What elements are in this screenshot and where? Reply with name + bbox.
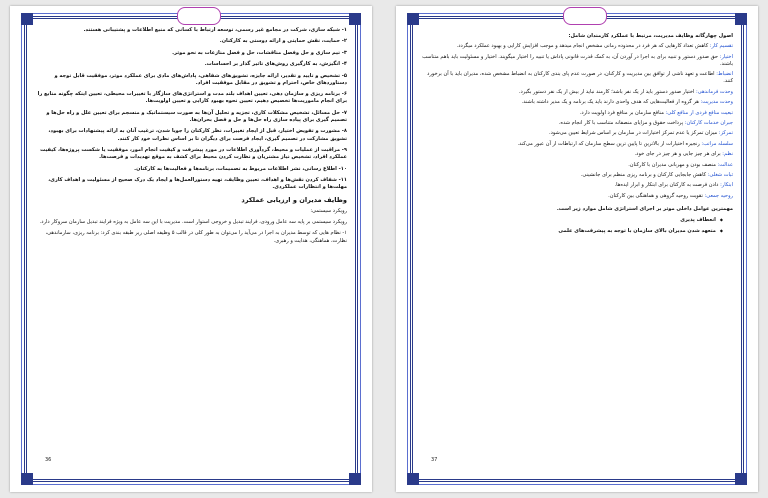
paragraph: ۵- تشخیص و تایید و تقدیر، ارائه جایزه، تشویق‌های شفاهی، پاداش‌های مادی برای عملکرد موثر، موفقیت قابل توجه و دستاوردهای خاص، احترام و تشویق در مقابل موفقیت افراد. (54, 72, 347, 86)
list-intro: اصول چهارگانه وظایف مدیریت، مرتبط با عملکرد کارمندان شامل: (568, 33, 733, 39)
list-item: نظم: برای هر چیز جایی و هر چیز در جای خود. (634, 151, 733, 158)
page-border-frame (24, 16, 358, 482)
list-item: تقسیم کار: کاهش تعداد کارهایی که هر فرد در محدوده زمانی مشخص انجام میدهد و موجب افزایش کارایی و بهبود عملکرد میگردد. (456, 43, 733, 50)
list-item: اختیار: حق صدور دستور و تنبیه برای به اجرا در آوردن آن، به کمک قدرت قانونی پاداش یا تنبیه را اختیار میگویند. اختیار و مسئولیت باید باهم متناسب باشند. (422, 53, 733, 67)
paragraph: ۱- شبکه سازی، شرکت در مجامع غیر رسمی، توسعه ارتباط با کسانی که منبع اطلاعات و پشتیبانی هستند. (83, 27, 347, 33)
border-ornament (407, 473, 419, 485)
list-item: جبران خدمات کارکنان: پرداخت حقوق و مزایای منصفانه متناسب با کار انجام شده. (558, 119, 733, 126)
paragraph: ۲- حمایت، نقش حمایتی و ارائه دوستی به کارکنان. (219, 38, 347, 45)
list-item: وحدت مدیریت: هر گروه از فعالیت‌هایی که هدف واحدی دارند باید یک برنامه و یک مدیر داشته باشند. (521, 99, 733, 106)
list-item: ابتکار: دادن فرصت به کارکنان برای ابتکار و ابراز ایده‌ها. (614, 182, 733, 189)
list-item: تمرکز: میزان تمرکز یا عدم تمرکز اختیارات در سازمان بر اساس شرایط تعیین می‌شود. (549, 130, 733, 137)
paragraph: ۶- برنامه ریزی و سازمان دهی، تعیین اهداف بلند مدت و استراتژی‌های سازگار با تغییرات محیطی، تعیین اینکه چگونه منابع را برای انجام ماموریت‌ها تخصیص دهیم، تعیین نحوه بهبود کارایی و تعیین اولویت‌ها. (37, 91, 347, 105)
page-right (396, 6, 758, 492)
paragraph: ۴- انگیزش، به کارگیری روش‌های تاثیر گذار بر احساسات. (204, 61, 347, 68)
list-item: روحیه جمعی: تقویت روحیه گروهی و هماهنگی بین کارکنان. (608, 192, 733, 199)
page-left (10, 6, 372, 492)
border-ornament (735, 473, 747, 485)
section-title: وظایف مدیران و ارزیابی عملکرد (241, 196, 347, 205)
list-item: انضباط: اطاعت و تعهد ناشی از توافق بین مدیریت و کارکنان، در صورت عدم پای بندی کارکنان به انضباط مشخص شده، مدیران باید با آن برخورد کنند. (427, 71, 733, 85)
list-item: تبعیت منافع فردی از منافع کلی: منافع سازمان بر منافع فرد اولویت دارد. (579, 109, 733, 116)
right-page-content (421, 27, 733, 463)
border-ornament (349, 473, 361, 485)
border-ornament (349, 13, 361, 25)
paragraph: ۳- تیم سازی و حل وفصل مناقشات، حل و فصل منازعات به نحو موثر. (172, 49, 347, 56)
page-number: 37 (431, 457, 438, 463)
list-item: سلسله مراتب: زنجیره اختیارات از بالاترین تا پایین ترین سطح سازمان که ارتباطات از آن عبور می‌کند. (517, 140, 733, 147)
bullet-item: ◆ انعطاف پذیری (421, 216, 723, 224)
left-page-content (35, 27, 347, 463)
border-ornament (735, 13, 747, 25)
paragraph: ۸- مشورت و تفویض اختیار، قبل از ایجاد تغییرات، نظر کارکنان را جویا شدن، ترغیب آنان به ارائه پیشنهادات برای بهبود، تشویق مشارکت در تصمیم گیری، ایجاد فرصت برای دیگران تا بر اساس نظرات خود کار کنند. (48, 128, 347, 142)
bullets-heading: مهمترین عوامل داخلی موثر بر اجرای استراتژی شامل موارد زیر است. (556, 205, 733, 212)
logo-stamp (563, 7, 607, 25)
paragraph: ۹- مراقبت از عملیات و محیط، گردآوری اطلاعات در مورد پیشرفت و کیفیت انجام امور، موفقیت یا شکست پروژه‌ها، کیفیت عملکرد افراد، تشخیص نیاز مشتریان و نظارت کردن محیط برای کشف به موقع تهدیدات و فرصت‌ها. (40, 146, 347, 161)
border-ornament (21, 13, 33, 25)
bullet-item: ◆ متعهد شدن مدیران بالای سازمان با توجه به پیشرفت‌های علمی (421, 227, 723, 235)
list-item: وحدت فرماندهی: اختیار صدور دستور باید از یک نفر باشد؛ کارمند نباید از بیش از یک نفر دستور بگیرد. (518, 88, 733, 95)
border-ornament (21, 473, 33, 485)
paragraph: ۱- نظام هایی که توسط مدیران به اجرا در می‌آید را می‌توان به طور کلی در قالب ۵ وظیفه اصلی زیر طبقه بندی کرد: برنامه ریزی، سازماندهی، نظارت، هماهنگی، هدایت و رهبری. (45, 230, 347, 244)
page-border-frame (410, 16, 744, 482)
border-ornament (407, 13, 419, 25)
list-item: ثبات شغلی: کاهش جابجایی کارکنان و برنامه ریزی منظم برای جانشینی. (580, 171, 733, 178)
paragraph: ۱۰- اطلاع رسانی، نشر اطلاعات مربوط به تصمیمات، برنامه‌ها و فعالیت‌ها به کارکنان. (134, 165, 347, 172)
section-subhead: رویکرد سیستمی: (310, 207, 347, 214)
paragraph: ۱۱- شفاف کردن نقش‌ها و اهداف، تعیین وظایف، تهیه دستورالعمل‌ها و ایجاد یک درک صحیح از مسئولیت و اهداف کاری، مهلت‌ها و انتظارات عملکردی. (48, 176, 347, 191)
logo-stamp (177, 7, 221, 25)
paragraph: ۷- حل مسائل، تشخیص مشکلات کاری، تجزیه و تحلیل آن‌ها به صورت سیستماتیک و منسجم برای تعیین علل و راه حل‌ها و تصمیم گیری برای پیاده سازی راه حل‌ها و حل و فصل بحران‌ها. (46, 109, 347, 123)
list-item: عدالت: منصف بودن و مهربانی مدیران با کارکنان. (628, 161, 733, 168)
paragraph: رویکرد سیستمی بر پایه سه عامل ورودی، فرایند تبدیل و خروجی استوار است. مدیریت با این سه عامل به ویژه فرایند تبدیل سازمان سروکار دارد. (39, 218, 347, 225)
page-number: 36 (45, 457, 52, 463)
